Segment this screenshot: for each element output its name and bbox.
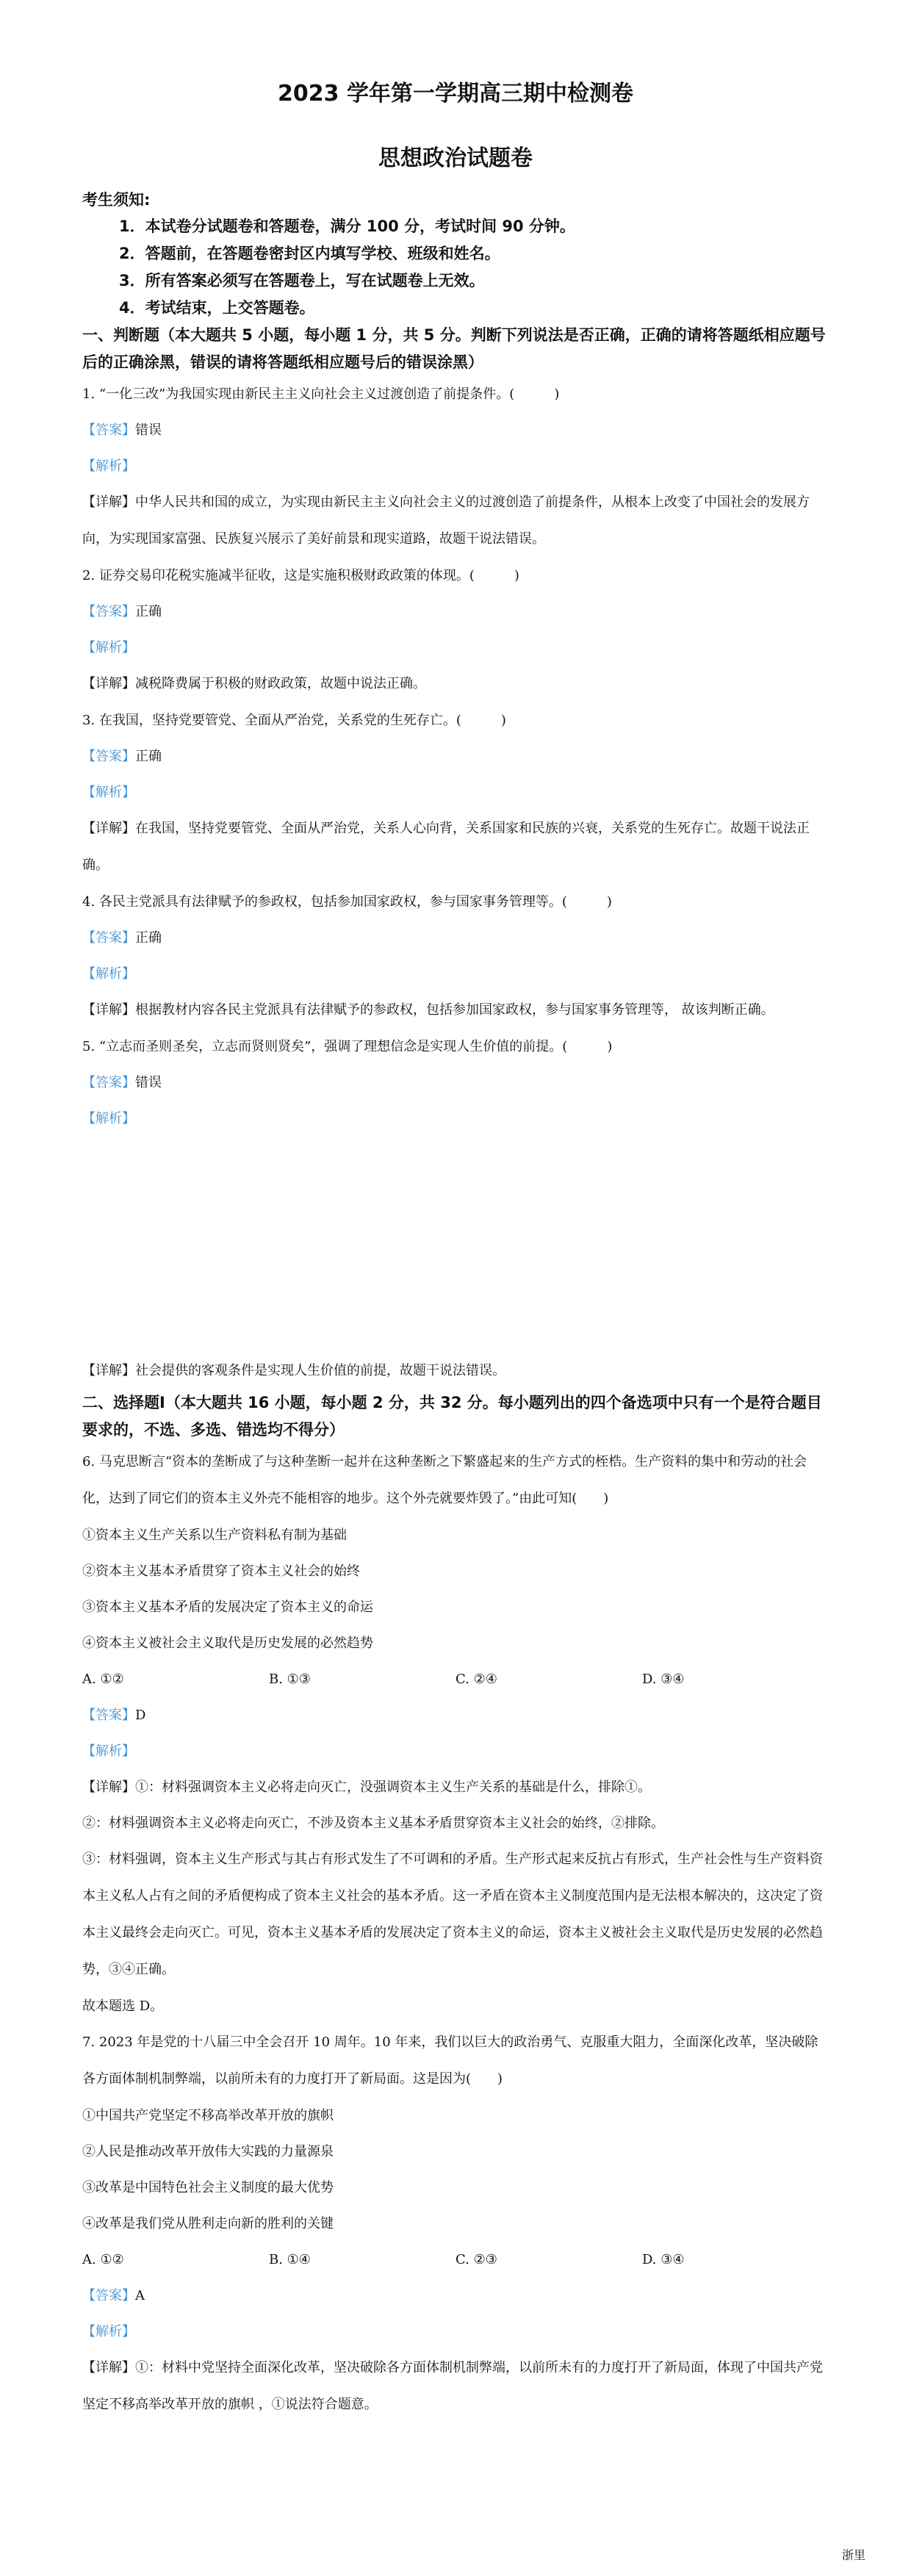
option-b: B. ①④ [269, 2252, 311, 2267]
answer-tag: 【答案】 [82, 2288, 135, 2303]
question-stem: 6. 马克思断言“资本的垄断成了与这种垄断一起并在这种垄断之下繁盛起来的生产方式的桎梏。生产资料的集中和劳动的社会化，达到了同它们的资本主义外壳不能相容的地步。这个外壳就要炸毁了。”由此可知( ) [82, 1454, 807, 1506]
detail-text [82, 1353, 829, 1389]
detail-tag: 【详解】 [82, 2360, 135, 2375]
options-row [82, 1661, 829, 1697]
statement-item: ③改革是中国特色社会主义制度的最大优势 [82, 2180, 334, 2195]
section2-heading: 二、选择题Ⅰ（本大题共 16 小题，每小题 2 分，共 32 分。每小题列出的四个备选项中只有一个是符合题目要求的，不选、多选、错选均不得分） [82, 1394, 822, 1439]
answer-tag: 【答案】 [82, 930, 135, 946]
analysis-tag: 【解析】 [82, 1111, 135, 1126]
option-d: D. ③④ [642, 2252, 685, 2267]
detail-body: 根据教材内容各民主党派具有法律赋予的参政权，包括参加国家政权，参与国家事务管理等， 故该判断正确。 [135, 1002, 774, 1018]
options-row [82, 2242, 829, 2278]
question-stem: 7. 2023 年是党的十八届三中全会召开 10 周年。10 年来，我们以巨大的政治勇气、克服重大阻力，全面深化改革，坚决破除各方面体制机制弊端，以前所未有的力度打开了新局面。这是因为( ) [82, 2034, 818, 2087]
detail-body: 减税降费属于积极的财政政策，故题中说法正确。 [135, 676, 426, 691]
detail-text [82, 1769, 829, 1805]
option-a: A. ①② [82, 1672, 124, 1687]
answer-value: 错误 [135, 422, 162, 438]
statement-item: ④改革是我们党从胜利走向新的胜利的关键 [82, 2216, 334, 2231]
question-2 [82, 558, 829, 702]
answer-line [82, 594, 829, 630]
question-stem: 5. “立志而圣则圣矣，立志而贤则贤矣”，强调了理想信念是实现人生价值的前提。( ) [82, 1039, 613, 1054]
question-1 [82, 376, 829, 558]
answer-line [82, 1697, 829, 1733]
question-stem: 2. 证券交易印花税实施减半征收，这是实施积极财政政策的体现。( ) [82, 568, 519, 583]
detail-text [82, 2350, 829, 2423]
question-stem: 4. 各民主党派具有法律赋予的参政权，包括参加国家政权，参与国家事务管理等。( ) [82, 894, 612, 910]
detail-body: 在我国，坚持党要管党、全面从严治党，关系人心向背，关系国家和民族的兴衰，关系党的生死存亡。故题干说法正确。 [82, 821, 810, 873]
detail-body: 中华人民共和国的成立，为实现由新民主主义向社会主义的过渡创造了前提条件，从根本上改变了中国社会的发展方向，为实现国家富强、民族复兴展示了美好前景和现实道路，故题干说法错误。 [82, 494, 810, 547]
answer-value: 正确 [135, 749, 162, 764]
answer-value: A [135, 2288, 145, 2303]
option-b: B. ①③ [269, 1672, 311, 1687]
detail-text [82, 666, 829, 702]
analysis-tag: 【解析】 [82, 2324, 135, 2339]
page-footer: 浙里 [841, 2548, 865, 2562]
detail-tag: 【详解】 [82, 1363, 135, 1378]
detail-body: ①：材料中党坚持全面深化改革，坚决破除各方面体制机制弊端，以前所未有的力度打开了新局面，体现了中国共产党坚定不移高举改革开放的旗帜 ，①说法符合题意。 [82, 2360, 823, 2412]
detail-text [82, 810, 829, 884]
answer-value: 正确 [135, 604, 162, 619]
question-stem: 1. “一化三改”为我国实现由新民主主义向社会主义过渡创造了前提条件。( ) [82, 386, 560, 402]
analysis-tag: 【解析】 [82, 458, 135, 474]
detail-line: 故本题选 D。 [82, 1998, 164, 2014]
option-d: D. ③④ [642, 1672, 685, 1687]
option-c: C. ②③ [455, 2252, 497, 2267]
detail-line: ③：材料强调，资本主义生产形式与其占有形式发生了不可调和的矛盾。生产形式起来反抗占有形式，生产社会性与生产资料资本主义私人占有之间的矛盾便构成了资本主义社会的基本矛盾。这一矛盾在资本主义制度范围内是无法根本解决的，这决定了资本主义最终会走向灭亡。可见，资本主义基本矛盾的发展决定了资本主义的命运，资本主义被社会主义取代是历史发展的必然趋势，③④正确。 [82, 1852, 823, 1977]
detail-body: ①：材料强调资本主义必将走向灭亡，没强调资本主义生产关系的基础是什么，排除①。 [135, 1780, 651, 1795]
statement-item: ②人民是推动改革开放伟大实践的力量源泉 [82, 2144, 334, 2159]
detail-line: ②：材料强调资本主义必将走向灭亡，不涉及资本主义基本矛盾贯穿资本主义社会的始终，②排除。 [82, 1816, 664, 1831]
analysis-tag: 【解析】 [82, 785, 135, 800]
notice-heading: 考生须知: [82, 191, 151, 209]
answer-line [82, 738, 829, 774]
statement-item: ②资本主义基本矛盾贯穿了资本主义社会的始终 [82, 1564, 360, 1579]
statement-item: ④资本主义被社会主义取代是历史发展的必然趋势 [82, 1636, 373, 1651]
answer-line [82, 2278, 829, 2314]
detail-tag: 【详解】 [82, 821, 135, 836]
answer-tag: 【答案】 [82, 422, 135, 438]
option-c: C. ②④ [455, 1672, 497, 1687]
detail-tag: 【详解】 [82, 676, 135, 691]
detail-text [82, 484, 829, 558]
answer-tag: 【答案】 [82, 749, 135, 764]
detail-text [82, 992, 829, 1029]
detail-body: 社会提供的客观条件是实现人生价值的前提，故题干说法错误。 [135, 1363, 505, 1378]
analysis-tag: 【解析】 [82, 966, 135, 982]
exam-subtitle: 思想政治试题卷 [378, 145, 533, 171]
answer-tag: 【答案】 [82, 604, 135, 619]
statement-item: ①资本主义生产关系以生产资料私有制为基础 [82, 1528, 347, 1543]
statement-item: ①中国共产党坚定不移高举改革开放的旗帜 [82, 2108, 334, 2123]
notice-item: 3．所有答案必须写在答题卷上，写在试题卷上无效。 [119, 272, 485, 289]
answer-line [82, 1065, 829, 1101]
blank-space [82, 1137, 829, 1353]
answer-value: D [135, 1708, 146, 1723]
answer-value: 正确 [135, 930, 162, 946]
notice-item: 4．考试结束，上交答题卷。 [119, 299, 315, 317]
answer-line [82, 412, 829, 448]
notice-item: 1．本试卷分试题卷和答题卷，满分 100 分，考试时间 90 分钟。 [119, 217, 575, 235]
detail-tag: 【详解】 [82, 494, 135, 510]
answer-tag: 【答案】 [82, 1075, 135, 1090]
question-7 [82, 2024, 829, 2423]
detail-tag: 【详解】 [82, 1002, 135, 1018]
question-stem: 3. 在我国，坚持党要管党、全面从严治党，关系党的生死存亡。( ) [82, 713, 506, 728]
exam-title: 2023 学年第一学期高三期中检测卷 [278, 81, 633, 107]
statement-item: ③资本主义基本矛盾的发展决定了资本主义的命运 [82, 1600, 373, 1615]
question-4 [82, 884, 829, 1029]
analysis-tag: 【解析】 [82, 1744, 135, 1759]
section1-heading: 一、判断题（本大题共 5 小题，每小题 1 分，共 5 分。判断下列说法是否正确，正确的请将答题纸相应题号后的正确涂黑，错误的请将答题纸相应题号后的错误涂黑） [82, 326, 826, 371]
answer-value: 错误 [135, 1075, 162, 1090]
question-5 [82, 1029, 829, 1389]
question-6 [82, 1444, 829, 2024]
answer-line [82, 920, 829, 956]
detail-tag: 【详解】 [82, 1780, 135, 1795]
notice-item: 2．答题前，在答题卷密封区内填写学校、班级和姓名。 [119, 245, 500, 262]
question-3 [82, 702, 829, 884]
notice-block [82, 187, 829, 322]
answer-tag: 【答案】 [82, 1708, 135, 1723]
option-a: A. ①② [82, 2252, 124, 2267]
analysis-tag: 【解析】 [82, 640, 135, 655]
